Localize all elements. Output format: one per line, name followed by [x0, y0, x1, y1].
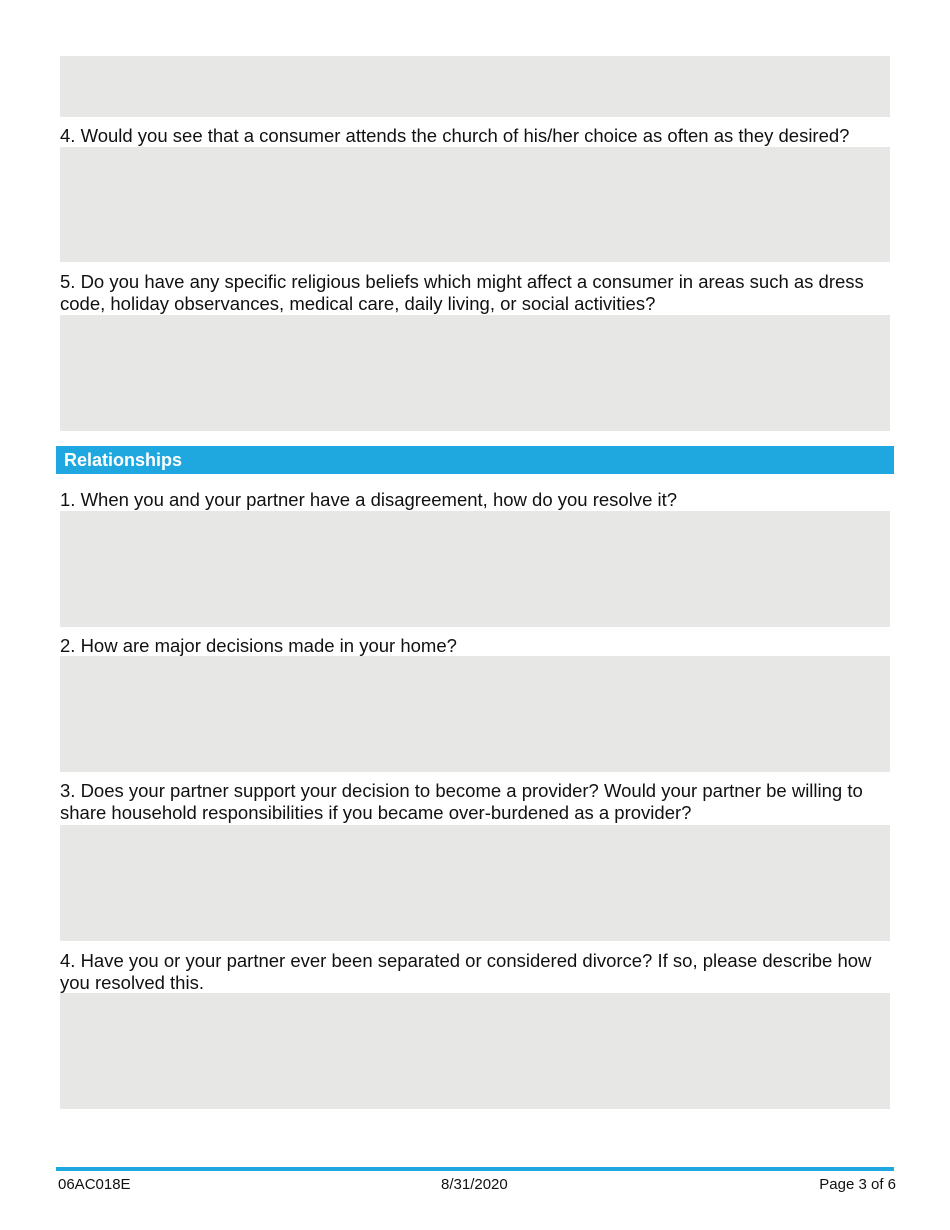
footer-form-id: 06AC018E: [58, 1176, 131, 1193]
answer-field-partner-support[interactable]: [60, 825, 890, 941]
footer-page-number: Page 3 of 6: [819, 1176, 896, 1193]
footer-date: 8/31/2020: [441, 1176, 508, 1193]
section-title: Relationships: [64, 450, 183, 470]
section-header-relationships: [56, 446, 894, 474]
answer-field-previous[interactable]: [60, 56, 890, 117]
answer-field-separation[interactable]: [60, 993, 890, 1109]
question-partner-support: 3. Does your partner support your decision to become a provider? Would your partner be willing to share household responsibilities if you became over-burdened as a provider?: [60, 780, 863, 823]
question-church-attendance: 4. Would you see that a consumer attends the church of his/her choice as often as they desired?: [60, 125, 850, 146]
answer-field-disagreement[interactable]: [60, 511, 890, 627]
question-separation: 4. Have you or your partner ever been separated or considered divorce? If so, please describe how you resolved this.: [60, 950, 872, 993]
answer-field-religious-beliefs[interactable]: [60, 315, 890, 431]
footer-divider: [56, 1167, 894, 1171]
question-disagreement: 1. When you and your partner have a disagreement, how do you resolve it?: [60, 489, 678, 510]
answer-field-major-decisions[interactable]: [60, 656, 890, 772]
question-major-decisions: 2. How are major decisions made in your home?: [60, 635, 457, 656]
question-religious-beliefs: 5. Do you have any specific religious beliefs which might affect a consumer in areas such as dress code, holiday observances, medical care, daily living, or social activities?: [60, 271, 864, 314]
answer-field-church-attendance[interactable]: [60, 147, 890, 262]
